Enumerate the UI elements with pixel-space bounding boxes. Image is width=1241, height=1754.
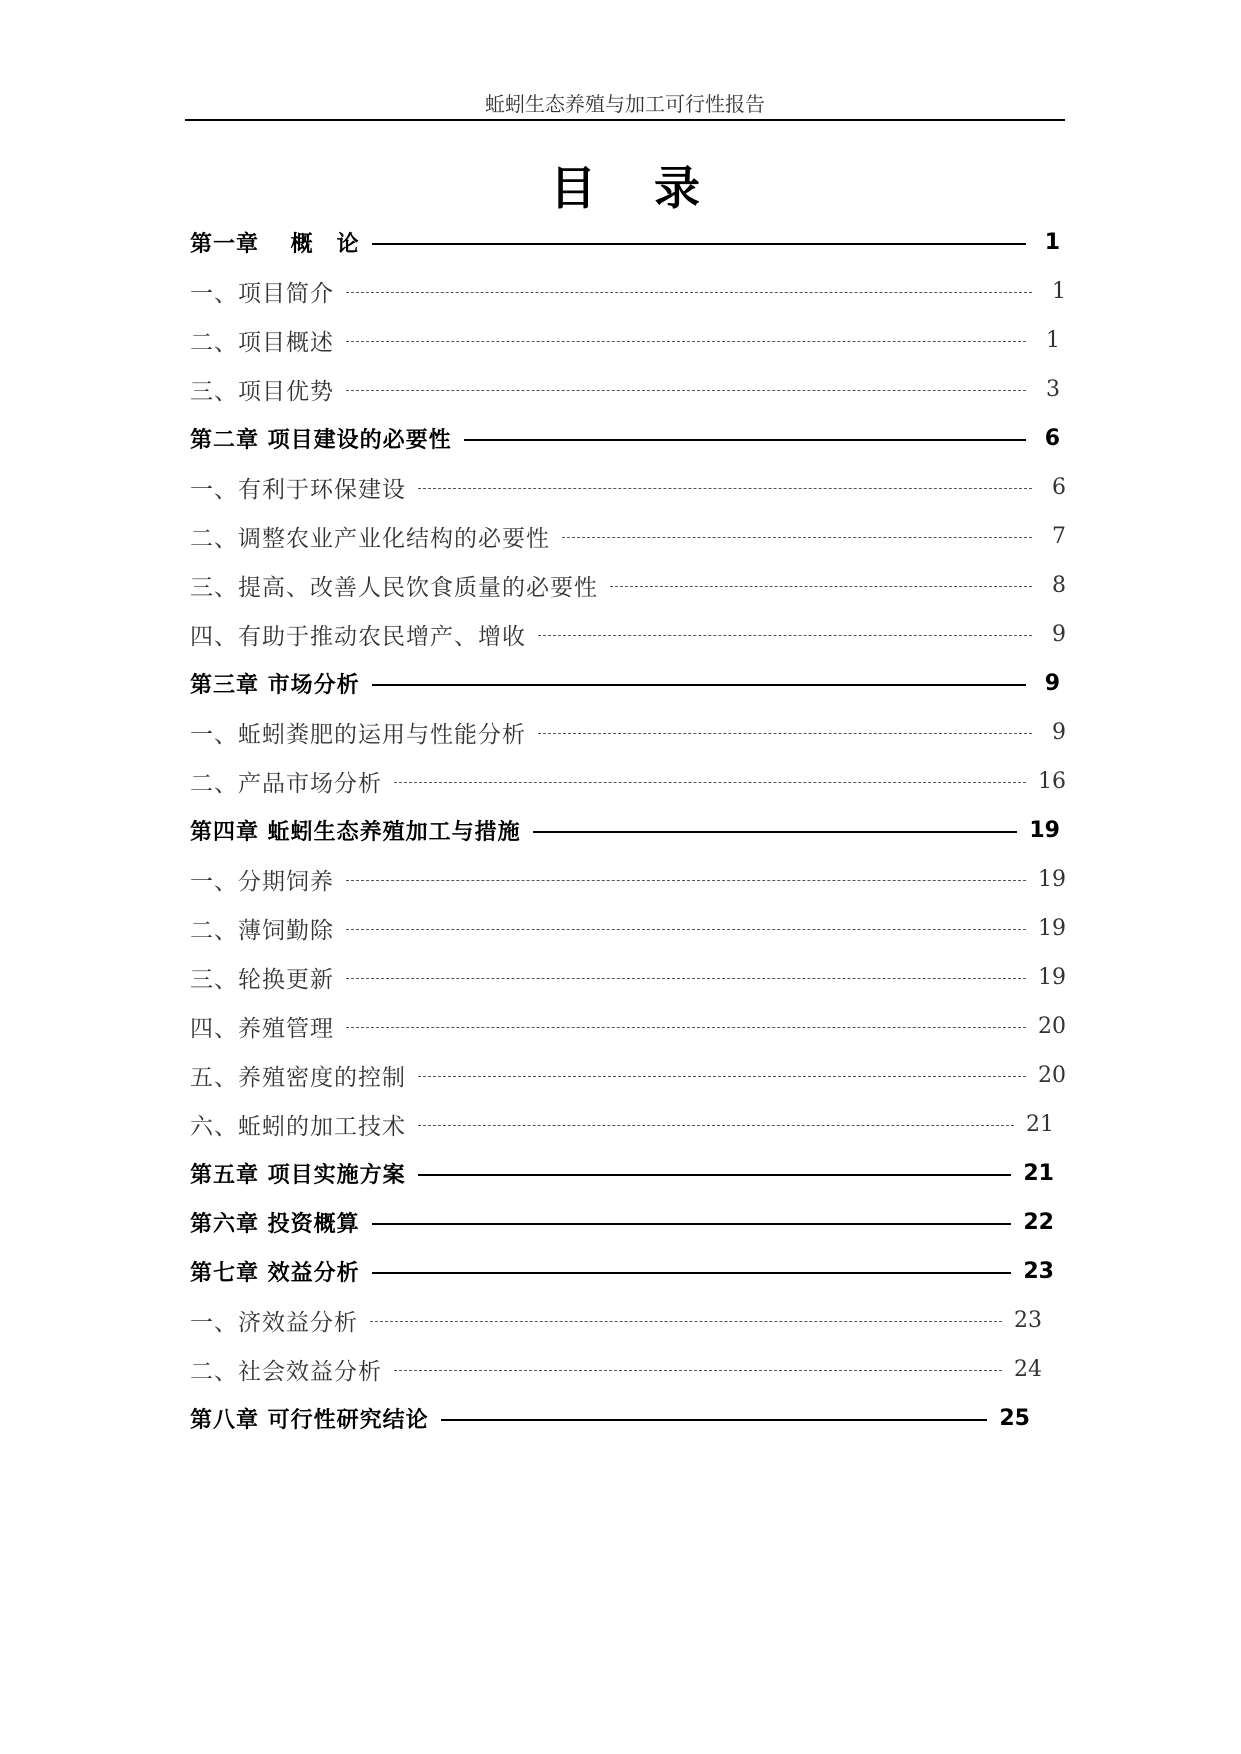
toc-page-number: 20 [1038,1014,1066,1039]
toc-dot-leader [372,1223,1012,1225]
toc-entry-label: 二、项目概述 [190,330,334,356]
toc-chapter-entry[interactable] [190,1149,1070,1198]
toc-page-number: 7 [1052,524,1066,549]
toc-entry-label: 三、项目优势 [190,379,334,405]
toc-section-entry[interactable] [190,855,1070,904]
toc-entry-label: 四、有助于推动农民增产、增收 [190,624,526,650]
toc-dot-leader [418,1076,1026,1077]
toc-dot-leader [538,635,1032,636]
toc-page-number: 3 [1046,377,1060,402]
toc-page-number: 9 [1052,622,1066,647]
toc-entry-label: 第七章 效益分析 [190,1261,360,1286]
toc-entry-label: 一、分期饲养 [190,869,334,895]
toc-page-number: 23 [1014,1308,1042,1333]
toc-entry-label: 第六章 投资概算 [190,1212,360,1237]
toc-dot-leader [533,831,1018,833]
toc-page-number: 19 [1038,965,1066,990]
toc-section-entry[interactable] [190,610,1070,659]
toc-page-number: 19 [1038,867,1066,892]
toc-dot-leader [464,439,1026,441]
toc-section-entry[interactable] [190,512,1070,561]
toc-page-number: 1 [1044,230,1060,255]
toc-chapter-entry[interactable] [190,659,1070,708]
toc-entry-label: 一、蚯蚓粪肥的运用与性能分析 [190,722,526,748]
toc-entry-label: 一、济效益分析 [190,1310,358,1336]
toc-dot-leader [372,684,1026,686]
toc-dot-leader [418,488,1032,489]
toc-dot-leader [418,1125,1014,1126]
toc-dot-leader [418,1174,1012,1176]
toc-dot-leader [394,1370,1002,1371]
toc-page-number: 21 [1026,1112,1054,1137]
toc-dot-leader [346,390,1026,391]
toc-entry-label: 三、提高、改善人民饮食质量的必要性 [190,575,598,601]
toc-dot-leader [370,1321,1002,1322]
toc-chapter-entry[interactable] [190,218,1070,267]
toc-page-number: 9 [1052,720,1066,745]
toc-entry-label: 三、轮换更新 [190,967,334,993]
toc-dot-leader [346,929,1026,930]
toc-dot-leader [346,1027,1026,1028]
toc-page-number: 1 [1052,279,1066,304]
page-title: 目录 [550,161,758,215]
toc-section-entry[interactable] [190,757,1070,806]
toc-chapter-entry[interactable] [190,1198,1070,1247]
toc-entry-label: 二、社会效益分析 [190,1359,382,1385]
toc-entry-label: 二、调整农业产业化结构的必要性 [190,526,550,552]
running-header: 蚯蚓生态养殖与加工可行性报告 [485,92,765,116]
toc-section-entry[interactable] [190,953,1070,1002]
toc-page-number: 6 [1044,426,1060,451]
toc-page-number: 23 [1023,1259,1054,1284]
toc-dot-leader [562,537,1032,538]
toc-chapter-entry[interactable] [190,1394,1070,1443]
toc-page-number: 6 [1052,475,1066,500]
toc-entry-label: 五、养殖密度的控制 [190,1065,406,1091]
toc-section-entry[interactable] [190,463,1070,512]
toc-page-number: 16 [1038,769,1066,794]
toc-entry-label: 第三章 市场分析 [190,673,360,698]
toc-page-number: 25 [999,1406,1030,1431]
toc-entry-label: 二、产品市场分析 [190,771,382,797]
toc-entry-label: 第一章 概 论 [190,232,360,257]
toc-dot-leader [346,292,1032,293]
toc-page-number: 19 [1029,818,1060,843]
toc-entry-label: 四、养殖管理 [190,1016,334,1042]
toc-dot-leader [372,1272,1012,1274]
toc-section-entry[interactable] [190,561,1070,610]
toc-section-entry[interactable] [190,267,1070,316]
toc-entry-label: 六、蚯蚓的加工技术 [190,1114,406,1140]
toc-page-number: 20 [1038,1063,1066,1088]
toc-page-number: 9 [1044,671,1060,696]
toc-dot-leader [394,782,1026,783]
toc-dot-leader [538,733,1032,734]
toc-section-entry[interactable] [190,1051,1070,1100]
toc-entry-label: 第五章 项目实施方案 [190,1163,406,1188]
toc-chapter-entry[interactable] [190,806,1070,855]
toc-section-entry[interactable] [190,1345,1070,1394]
header-rule [185,119,1065,121]
toc-chapter-entry[interactable] [190,414,1070,463]
toc-page-number: 19 [1038,916,1066,941]
toc-entry-label: 第八章 可行性研究结论 [190,1408,429,1433]
toc-page-number: 1 [1046,328,1060,353]
toc-page-number: 8 [1052,573,1066,598]
toc-page-number: 24 [1014,1357,1042,1382]
toc-dot-leader [346,978,1026,979]
toc-section-entry[interactable] [190,316,1070,365]
toc-page-number: 21 [1023,1161,1054,1186]
toc-entry-label: 第二章 项目建设的必要性 [190,428,452,453]
toc-section-entry[interactable] [190,1100,1070,1149]
toc-entry-label: 一、有利于环保建设 [190,477,406,503]
toc-dot-leader [346,341,1026,342]
toc-page-number: 22 [1023,1210,1054,1235]
toc-section-entry[interactable] [190,365,1070,414]
toc-entry-label: 第四章 蚯蚓生态养殖加工与措施 [190,820,521,845]
toc-section-entry[interactable] [190,904,1070,953]
toc-dot-leader [372,243,1026,245]
toc-dot-leader [610,586,1032,587]
toc-dot-leader [346,880,1026,881]
toc-chapter-entry[interactable] [190,1247,1070,1296]
toc-dot-leader [441,1419,988,1421]
toc-section-entry[interactable] [190,708,1070,757]
toc-section-entry[interactable] [190,1002,1070,1051]
toc-entry-label: 一、项目简介 [190,281,334,307]
table-of-contents [190,218,1070,1443]
toc-section-entry[interactable] [190,1296,1070,1345]
toc-entry-label: 二、薄饲勤除 [190,918,334,944]
